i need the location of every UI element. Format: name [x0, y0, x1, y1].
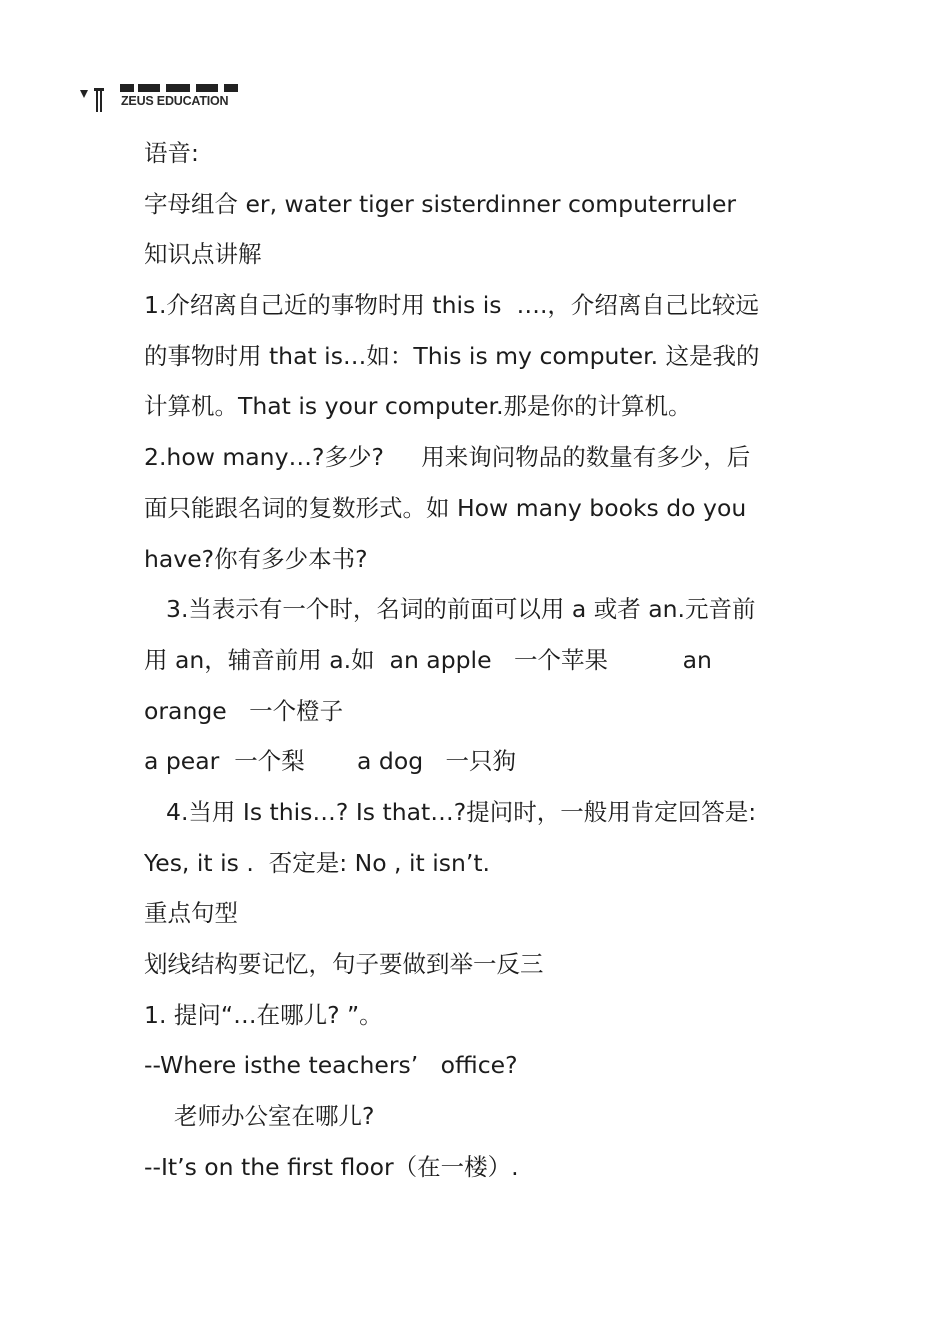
- text-line: 的事物时用 that is…如：This is my computer. 这是我的: [144, 341, 760, 370]
- text-line: Yes, it is . 否定是: No , it isn’t.: [144, 848, 491, 877]
- logo-mark-icon: [78, 78, 106, 114]
- text-line: 面只能跟名词的复数形式。如 How many books do you: [144, 493, 747, 522]
- logo-english-wordmark: ZEUS EDUCATION: [121, 94, 229, 108]
- section-heading-knowledge: 知识点讲解: [144, 240, 262, 269]
- text-line: 字母组合 er, water tiger sisterdinner computerruler: [144, 189, 737, 218]
- text-line: 3.当表示有一个时，名词的前面可以用 a 或者 an.元音前: [166, 595, 756, 624]
- text-line: --Where isthe teachers’ office?: [144, 1051, 518, 1080]
- text-line: 计算机。That is your computer.那是你的计算机。: [144, 392, 692, 421]
- text-line: 2.how many…?多少? 用来询问物品的数量有多少，后: [144, 443, 751, 472]
- text-line: a pear 一个梨 a dog 一只狗: [144, 747, 517, 776]
- text-line: 划线结构要记忆，句子要做到举一反三: [144, 950, 544, 978]
- text-line: 用 an，辅音前用 a.如 an apple 一个苹果 an: [144, 645, 712, 674]
- document-body: [144, 128, 816, 1192]
- text-line: orange 一个橙子: [144, 696, 344, 725]
- zeus-education-logo: [78, 78, 248, 116]
- text-line: 老师办公室在哪儿?: [174, 1102, 375, 1131]
- text-line: have?你有多少本书?: [144, 544, 368, 573]
- text-line: 1. 提问“…在哪儿? ”。: [144, 1000, 383, 1029]
- section-heading-pronunciation: 语音:: [144, 139, 199, 167]
- text-line: 4.当用 Is this…? Is that…?提问时，一般用肯定回答是:: [166, 797, 757, 826]
- section-heading-key-sentences: 重点句型: [144, 899, 238, 928]
- text-line: --It’s on the first floor（在一楼）.: [144, 1152, 519, 1181]
- logo-chinese-wordmark: [120, 78, 240, 92]
- text-line: 1.介绍离自己近的事物时用 this is ….，介绍离自己比较远: [144, 291, 759, 320]
